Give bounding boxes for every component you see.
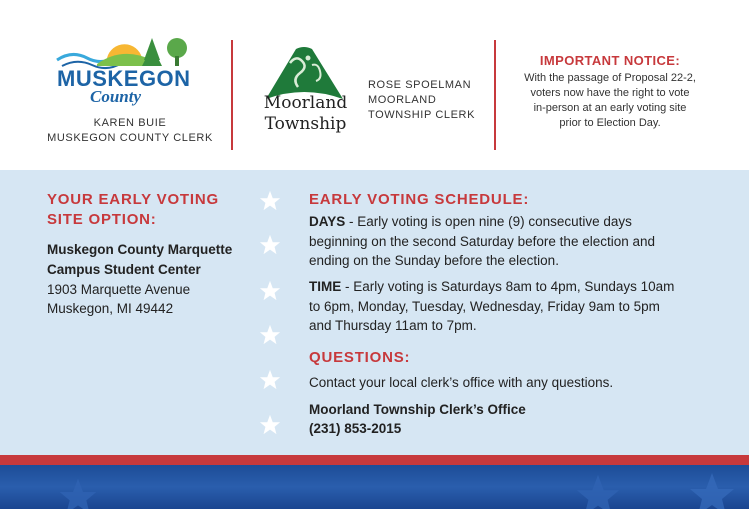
township-clerk [368, 78, 475, 123]
township-logo-line1: Moorland [263, 93, 348, 113]
red-stripe [0, 455, 749, 465]
star-icon [259, 234, 281, 256]
star-icon [575, 473, 621, 509]
notice-line: prior to Election Day. [559, 117, 661, 129]
county-clerk-title: MUSKEGON COUNTY CLERK [47, 132, 213, 144]
county-clerk-name: KAREN BUIE [93, 117, 167, 129]
star-icon [688, 471, 736, 509]
notice-title: IMPORTANT NOTICE: [539, 53, 681, 68]
time-text: and Thursday 11am to 7pm. [309, 318, 477, 333]
star-icon [259, 190, 281, 212]
township-logo-line2: Township [264, 114, 347, 134]
site-name-line2: Campus Student Center [47, 262, 201, 277]
site-heading-line2: SITE OPTION: [47, 211, 157, 228]
header [0, 0, 749, 170]
county-logo-line2: County [90, 87, 142, 106]
header-divider [494, 40, 496, 150]
questions-heading: QUESTIONS: [309, 349, 411, 366]
schedule-time [309, 277, 709, 336]
notice-line: in-person at an early voting site [533, 102, 687, 114]
header-divider [231, 40, 233, 150]
time-text: to 6pm, Monday, Tuesday, Wednesday, Friday 9am to 5pm [309, 298, 660, 314]
township-clerk-name: ROSE SPOELMAN [368, 79, 472, 91]
township-clerk-title-1: MOORLAND [368, 94, 437, 106]
site-address-line2: Muskegon, MI 49442 [47, 301, 174, 316]
star-icon [259, 280, 281, 302]
days-text: beginning on the second Saturday before the election and [309, 233, 656, 249]
schedule-heading: EARLY VOTING SCHEDULE: [309, 191, 530, 208]
star-icon [259, 324, 281, 346]
star-icon [259, 414, 281, 436]
site-heading-line1: YOUR EARLY VOTING [47, 191, 219, 208]
days-label: DAYS [309, 214, 346, 229]
blue-band [0, 465, 749, 509]
notice-line: voters now have the right to vote [530, 87, 690, 99]
questions-text: Contact your local clerk’s office with any questions. [309, 375, 614, 390]
notice-line: With the passage of Proposal 22-2, [524, 72, 696, 84]
site-name [47, 240, 232, 280]
notice-body [505, 71, 715, 131]
county-logo-line1: MUSKEGON [57, 66, 191, 91]
days-text: - Early voting is open nine (9) consecutive days [345, 214, 632, 229]
days-text: ending on the Sunday before the election. [309, 253, 559, 268]
clerk-phone: (231) 853-2015 [309, 421, 402, 436]
time-label: TIME [309, 279, 342, 294]
site-name-line1: Muskegon County Marquette [47, 242, 233, 257]
schedule-days [309, 212, 709, 271]
township-clerk-title-2: TOWNSHIP CLERK [368, 109, 476, 121]
time-text: - Early voting is Saturdays 8am to 4pm, Sundays 10am [341, 279, 675, 294]
star-icon [259, 369, 281, 391]
clerk-office: Moorland Township Clerk’s Office [309, 402, 526, 417]
star-icon [58, 477, 98, 509]
site-address-line1: 1903 Marquette Avenue [47, 282, 191, 297]
